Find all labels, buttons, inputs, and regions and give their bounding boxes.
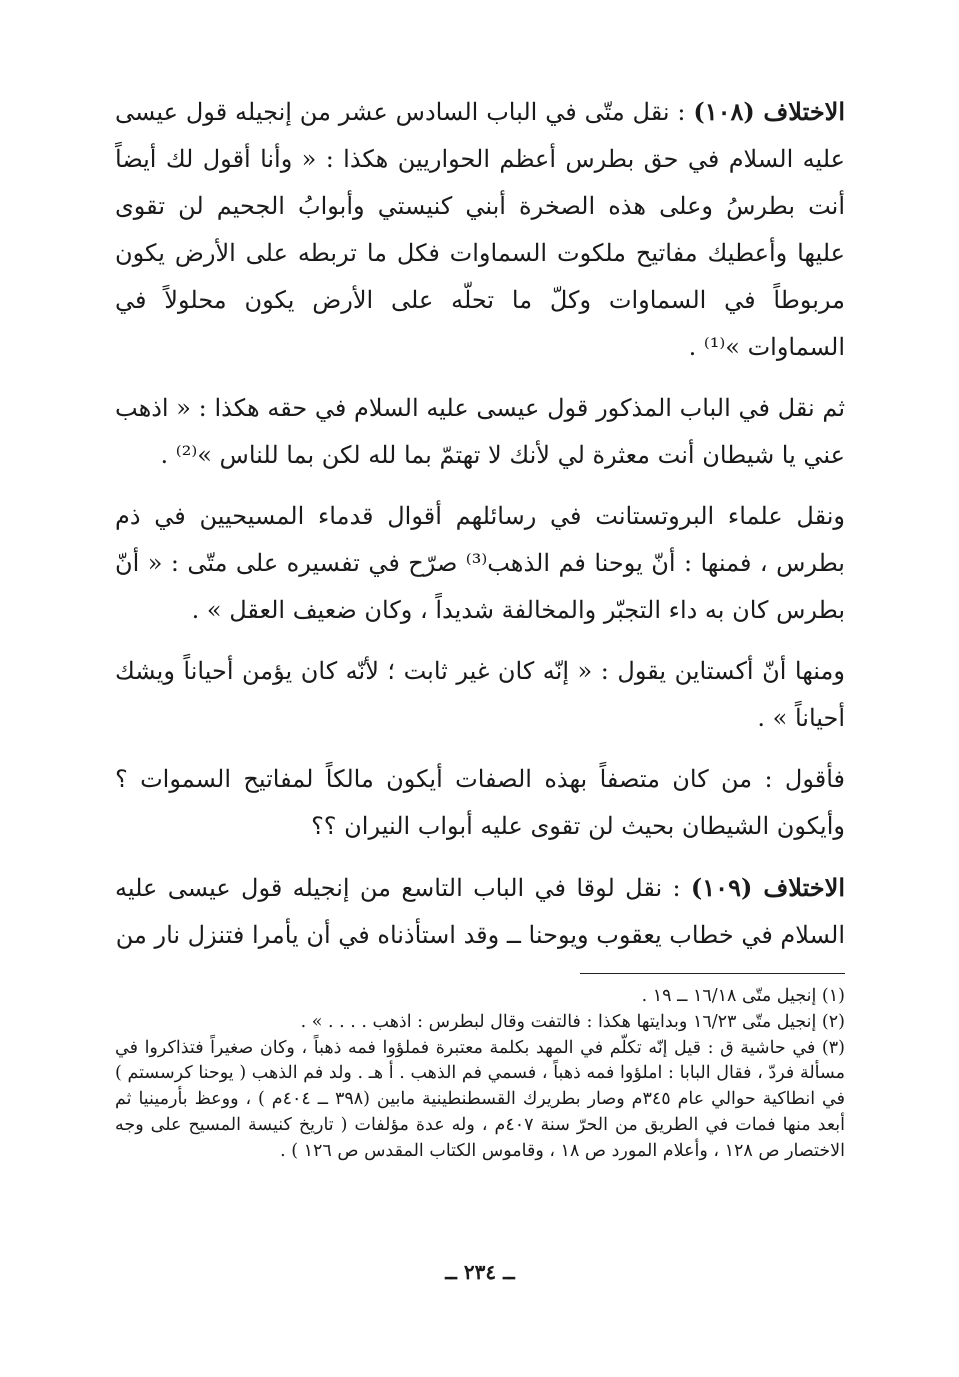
footnote-1: (١) إنجيل متّى ١٦/١٨ ــ ١٩ .	[641, 986, 845, 1006]
paragraph-ikhtilaf-109	[115, 864, 845, 959]
paragraph-augustine	[115, 648, 845, 742]
paragraph-author-remark	[115, 756, 845, 850]
section-heading: الاختلاف (١٠٩)	[690, 873, 845, 902]
footnotes	[115, 984, 845, 1165]
paragraph-satan-quote	[115, 385, 845, 479]
paragraph-text: : نقل لوقا في الباب التاسع من إنجيله قول عيسى عليه السلام في خطاب يعقوب ويوحنا ــ وقد استأذناه في أن يأمرا فتنزل نار من	[115, 874, 845, 949]
paragraph-text: فأقول : من كان متصفاً بهذه الصفات أيكون مالكاً لمفاتيح السموات ؟ وأيكون الشيطان بحيث لن تقوى عليه أبواب النيران ؟؟	[115, 765, 845, 840]
paragraph-protestant-scholars	[115, 493, 845, 634]
footnote-3: (٣) في حاشية ق : قيل إنّه تكلّم في المهد بكلمة معتبرة فملؤوا فمه ذهباً ، وكان صغيراً فتذاكروا في مسألة فردّ ، فقال البابا : املؤوا فمه ذهباً ، فسمي فم الذهب . أ هـ . ولد فم الذهب ( يوحنا كرسستم ) في انطاكية حوالي عام ٣٤٥م وصار بطريرك القسطنطينية مابين (٣٩٨ ــ ٤٠٤م ) ، ووعظ بأرمينيا ثم أبعد منها فمات في الطريق من الحرّ سنة ٤٠٧م ، وله عدة مؤلفات ( تاريخ كنيسة المسيح على وجه الاختصار ص ١٢٨ ، وأعلام المورد ص ١٨ ، وقاموس الكتاب المقدس ص ١٢٦ ) .	[115, 1037, 845, 1161]
section-heading: الاختلاف (١٠٨)	[693, 97, 846, 126]
paragraph-text: : نقل متّى في الباب السادس عشر من إنجيله قول عيسى عليه السلام في حق بطرس أعظم الحواريين هكذا : « وأنا أقول لك أيضاً أنت بطرسُ وعلى هذه الصخرة أبني كنيستي وأبوابُ الجحيم لن تقوى عليها وأعطيك مفاتيح ملكوت السماوات فكل ما تربطه على الأرض يكون مربوطاً في السماوات وكلّ ما تحلّه على الأرض يكون محلولاً في السماوات »⁽¹⁾ .	[115, 98, 846, 361]
footnote-divider	[580, 973, 845, 974]
page-number: ــ ٢٣٤ ــ	[445, 1260, 515, 1284]
paragraph-text: ثم نقل في الباب المذكور قول عيسى عليه السلام في حقه هكذا : « اذهب عني يا شيطان أنت معثرة لي لأنك لا تهتمّ بما لله لكن بما للناس »⁽²⁾ .	[115, 394, 845, 469]
paragraph-text: ومنها أنّ أكستاين يقول : « إنّه كان غير ثابت ؛ لأنّه كان يؤمن أحياناً ويشك أحياناً » .	[115, 657, 845, 732]
footnote-2: (٢) إنجيل متّى ١٦/٢٣ وبدايتها هكذا : فالتفت وقال لبطرس : اذهب . . . . » .	[300, 1011, 845, 1032]
paragraph-text: ونقل علماء البروتستانت في رسائلهم أقوال قدماء المسيحيين في ذم بطرس ، فمنها : أنّ يوحنا فم الذهب⁽³⁾ صرّح في تفسيره على متّى : « أنّ بطرس كان به داء التجبّر والمخالفة شديداً ، وكان ضعيف العقل » .	[115, 502, 845, 624]
paragraph-ikhtilaf-108	[115, 88, 845, 371]
book-page	[115, 88, 845, 1328]
